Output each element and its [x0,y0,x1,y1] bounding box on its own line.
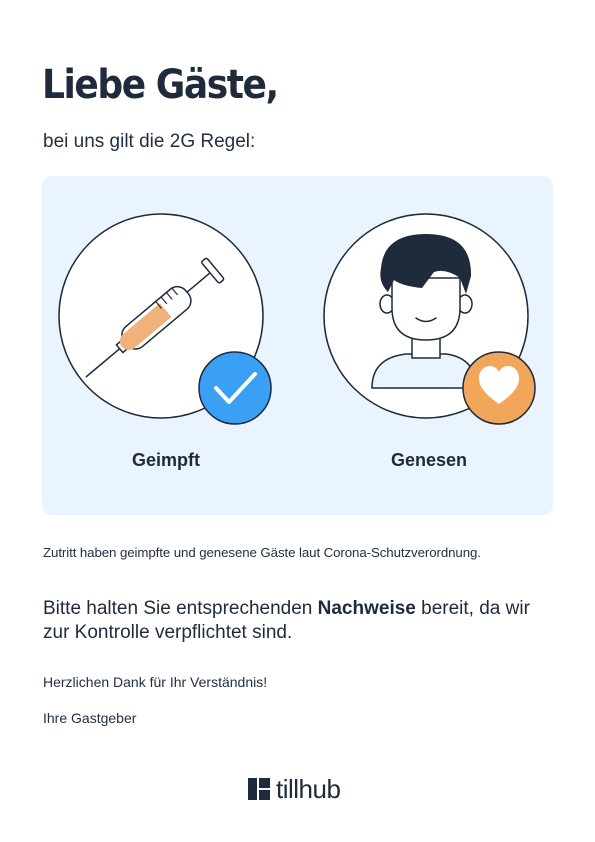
thanks-text: Herzlichen Dank für Ihr Verständnis! [43,674,268,690]
vaccinated-label: Geimpft [131,450,200,470]
recovered-illustration [324,214,535,424]
brand-logo [248,774,340,804]
info-text: Zutritt haben geimpfte und genesene Gäste laut Corona-Schutzverordnung. [43,545,481,560]
notice-text-end: bereit, da wir zur Kontrolle verpflichtet sind. [43,598,530,643]
person-icon [372,234,476,388]
signature-text: Ihre Gastgeber [43,710,137,726]
notice-text [43,597,553,645]
notice-emphasis: Nachweise [317,598,416,619]
page-title: Liebe Gäste, [42,62,278,108]
vaccinated-illustration [59,214,271,424]
tillhub-logo-icon [248,778,270,800]
brand-name: tillhub [276,773,341,804]
checkmark-icon [199,352,271,424]
page-subtitle: bei uns gilt die 2G Regel: [43,131,256,152]
notice-text-start: Bitte halten Sie entsprechenden [43,598,318,619]
heart-icon [463,352,535,424]
recovered-label: Genesen [390,450,468,470]
